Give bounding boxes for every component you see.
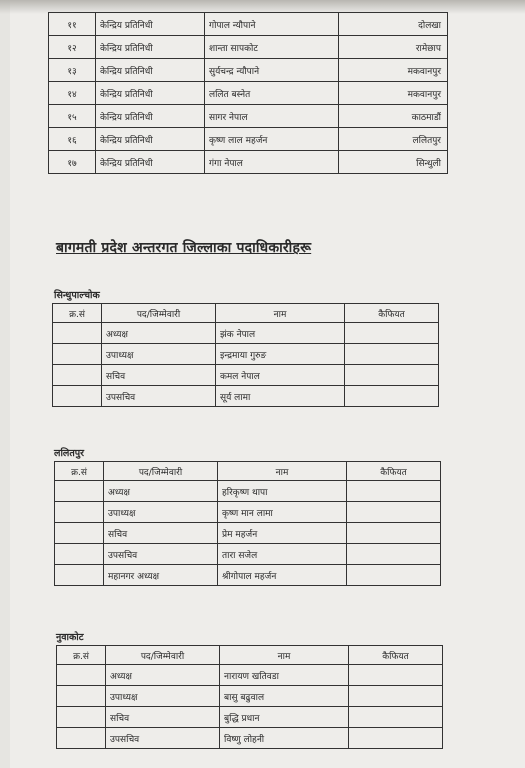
table-row: [57, 707, 443, 728]
table-row: [53, 365, 439, 386]
table-row: [57, 686, 443, 707]
post-cell: केन्द्रिय प्रतिनिधी: [96, 105, 205, 128]
header-sn: क्र.सं: [55, 462, 104, 481]
name-cell: श्रीगोपाल महर्जन: [218, 565, 347, 586]
district-title: ललितपुर: [54, 448, 85, 459]
name-cell: कृष्ण लाल महर्जन: [205, 128, 339, 151]
district-table-nuwakot: [56, 645, 443, 749]
name-cell: झंक नेपाल: [216, 323, 345, 344]
sn-cell: १४: [49, 82, 96, 105]
post-cell: उपाध्यक्ष: [106, 686, 220, 707]
post-cell: केन्द्रिय प्रतिनिधी: [96, 151, 205, 174]
name-cell: तारा सजेल: [218, 544, 347, 565]
sn-cell: १५: [49, 105, 96, 128]
post-cell: सचिव: [106, 707, 220, 728]
district-cell: काठमाडौं: [339, 105, 448, 128]
section-heading: बागमती प्रदेश अन्तरगत जिल्लाका पदाधिकारीहरू: [56, 240, 312, 256]
name-cell: विष्णु लोहनी: [220, 728, 349, 749]
post-cell: अध्यक्ष: [104, 481, 218, 502]
table-row: [55, 523, 441, 544]
post-cell: केन्द्रिय प्रतिनिधी: [96, 13, 205, 36]
name-cell: इन्द्रमाया गुरुङ: [216, 344, 345, 365]
header-post: पद/जिम्मेवारी: [106, 646, 220, 665]
header-sn: क्र.सं: [53, 304, 102, 323]
district-title: सिन्धुपाल्चोक: [54, 290, 100, 301]
table-row: [49, 36, 448, 59]
header-sn: क्र.सं: [57, 646, 106, 665]
name-cell: गोपाल न्यौपाने: [205, 13, 339, 36]
post-cell: अध्यक्ष: [102, 323, 216, 344]
name-cell: सूर्य लामा: [216, 386, 345, 407]
table-row: [49, 128, 448, 151]
post-cell: केन्द्रिय प्रतिनिधी: [96, 59, 205, 82]
post-cell: उपाध्यक्ष: [104, 502, 218, 523]
header-post: पद/जिम्मेवारी: [104, 462, 218, 481]
table-row: [49, 13, 448, 36]
table-row: [53, 386, 439, 407]
name-cell: शान्ता सापकोट: [205, 36, 339, 59]
district-cell: मकवानपुर: [339, 82, 448, 105]
sn-cell: १२: [49, 36, 96, 59]
table-row: [55, 565, 441, 586]
post-cell: उपाध्यक्ष: [102, 344, 216, 365]
header-name: नाम: [220, 646, 349, 665]
sn-cell: १३: [49, 59, 96, 82]
central-representatives-table: [48, 12, 448, 174]
table-row: [49, 105, 448, 128]
header-name: नाम: [218, 462, 347, 481]
table-row: [55, 544, 441, 565]
table-row: [53, 323, 439, 344]
post-cell: अध्यक्ष: [106, 665, 220, 686]
table-row: [55, 502, 441, 523]
district-title: नुवाकोट: [56, 632, 84, 643]
district-table-lalitpur: [54, 461, 441, 586]
table-row: [55, 481, 441, 502]
post-cell: उपसचिव: [106, 728, 220, 749]
sn-cell: १७: [49, 151, 96, 174]
name-cell: कृष्ण मान लामा: [218, 502, 347, 523]
header-remarks: कैफियत: [349, 646, 443, 665]
name-cell: सुर्यचन्द्र न्यौपाने: [205, 59, 339, 82]
name-cell: हरिकृष्ण थापा: [218, 481, 347, 502]
name-cell: गंगा नेपाल: [205, 151, 339, 174]
name-cell: बुद्धि प्रधान: [220, 707, 349, 728]
sn-cell: १६: [49, 128, 96, 151]
sn-cell: ११: [49, 13, 96, 36]
post-cell: केन्द्रिय प्रतिनिधी: [96, 82, 205, 105]
post-cell: उपसचिव: [104, 544, 218, 565]
post-cell: सचिव: [102, 365, 216, 386]
name-cell: ललित बस्नेत: [205, 82, 339, 105]
post-cell: उपसचिव: [102, 386, 216, 407]
name-cell: बासु बढुवाल: [220, 686, 349, 707]
header-remarks: कैफियत: [345, 304, 439, 323]
table-header-row: [55, 462, 441, 481]
post-cell: महानगर अध्यक्ष: [104, 565, 218, 586]
district-cell: दोलखा: [339, 13, 448, 36]
district-cell: मकवानपुर: [339, 59, 448, 82]
table-header-row: [53, 304, 439, 323]
post-cell: केन्द्रिय प्रतिनिधी: [96, 36, 205, 59]
header-remarks: कैफियत: [347, 462, 441, 481]
table-row: [53, 344, 439, 365]
district-cell: सिन्धुली: [339, 151, 448, 174]
header-name: नाम: [216, 304, 345, 323]
table-header-row: [57, 646, 443, 665]
district-table-sindhupalchok: [52, 303, 439, 407]
district-cell: रामेछाप: [339, 36, 448, 59]
name-cell: कमल नेपाल: [216, 365, 345, 386]
district-cell: ललितपुर: [339, 128, 448, 151]
name-cell: नारायण खतिवडा: [220, 665, 349, 686]
table-row: [57, 728, 443, 749]
header-post: पद/जिम्मेवारी: [102, 304, 216, 323]
name-cell: सागर नेपाल: [205, 105, 339, 128]
table-row: [49, 82, 448, 105]
table-row: [49, 151, 448, 174]
table-row: [57, 665, 443, 686]
name-cell: प्रेम महर्जन: [218, 523, 347, 544]
post-cell: सचिव: [104, 523, 218, 544]
post-cell: केन्द्रिय प्रतिनिधी: [96, 128, 205, 151]
table-row: [49, 59, 448, 82]
